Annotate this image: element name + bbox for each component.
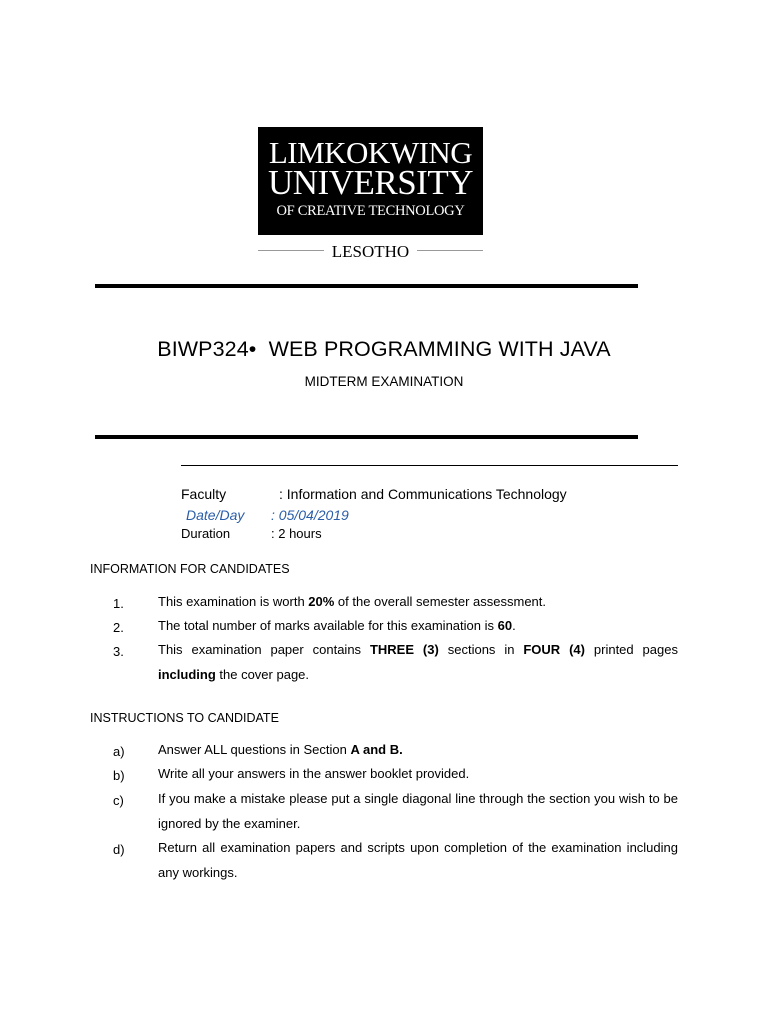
university-logo [258,127,483,235]
instr-marker-c: c) [113,793,124,808]
logo-rule-right [417,250,483,251]
info-marker-3: 3. [113,644,124,659]
title-bullet: • [248,337,257,361]
info-item-1: This examination is worth 20% of the overall semester assessment. [158,594,547,609]
meta-divider [181,465,678,466]
instr-marker-b: b) [113,768,125,783]
logo-line-3: OF CREATIVE TECHNOLOGY [276,203,465,219]
bottom-divider [95,435,638,439]
logo-line-2: UNIVERSITY [268,163,473,202]
logo-rule-left [258,250,324,251]
info-marker-2: 2. [113,620,124,635]
instr-item-c: If you make a mistake please put a single diagonal line through the section you wish to be ignored by the examiner. [158,791,678,831]
instr-marker-d: d) [113,842,125,857]
date-value: : 05/04/2019 [271,507,349,523]
exam-type: MIDTERM EXAMINATION [304,374,464,389]
information-heading: INFORMATION FOR CANDIDATES [90,562,290,576]
faculty-value: : Information and Communications Technology [279,486,567,502]
instr-item-d: Return all examination papers and scripts upon completion of the examination including any workings. [158,840,678,880]
logo-location: LESOTHO [331,242,410,261]
top-divider [95,284,638,288]
duration-label: Duration [181,526,231,541]
course-code: BIWP324 [157,337,249,361]
course-name: WEB PROGRAMMING WITH JAVA [268,337,611,361]
duration-value: : 2 hours [271,526,322,541]
instr-marker-a: a) [113,744,125,759]
faculty-label: Faculty [181,486,227,502]
logo-line-1: LIMKOKWING [268,135,473,170]
info-item-3: This examination paper contains THREE (3) sections in FOUR (4) printed pages including the cover page. [158,642,678,682]
course-title [0,336,768,362]
info-marker-1: 1. [113,596,124,611]
instr-item-b: Write all your answers in the answer booklet provided. [158,766,470,781]
instr-item-a: Answer ALL questions in Section A and B. [158,742,403,757]
info-item-2: The total number of marks available for this examination is 60. [158,618,516,633]
instructions-heading: INSTRUCTIONS TO CANDIDATE [90,711,279,725]
date-label: Date/Day [186,507,245,523]
